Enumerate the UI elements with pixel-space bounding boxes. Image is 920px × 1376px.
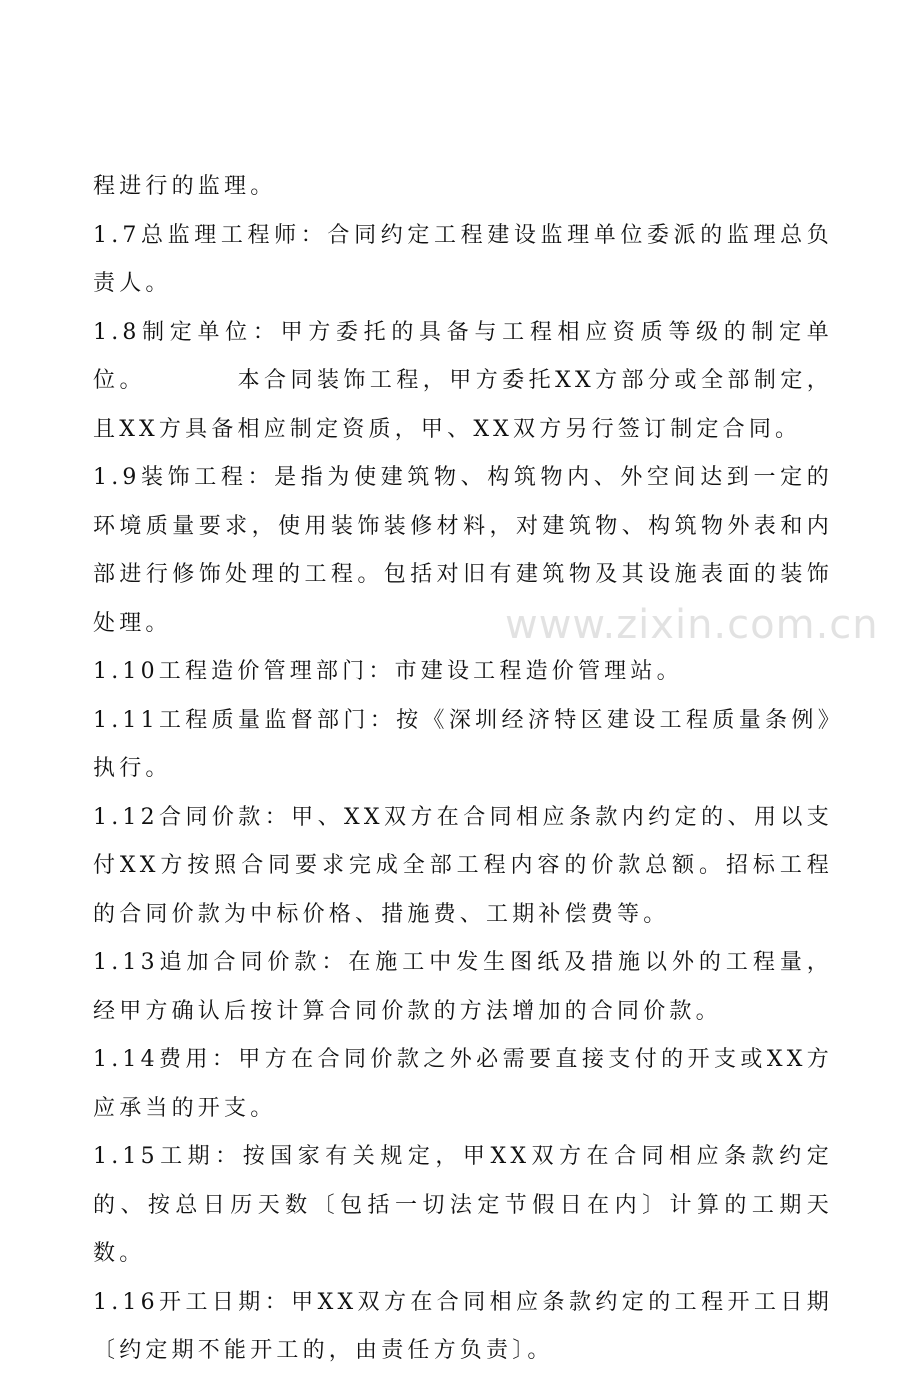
paragraph-1-16: 1.16开工日期：甲XX双方在合同相应条款约定的工程开工日期〔约定期不能开工的，由责任方负责〕。 — [93, 1289, 833, 1363]
paragraph-1-10: 1.10工程造价管理部门：市建设工程造价管理站。 — [93, 659, 683, 684]
paragraph-1-11: 1.11工程质量监督部门：按《深圳经济特区建设工程质量条例》执行。 — [93, 707, 833, 781]
paragraph-1-13: 1.13追加合同价款：在施工中发生图纸及措施以外的工程量，经甲方确认后按计算合同价款的方法增加的合同价款。 — [93, 950, 833, 1024]
paragraph-1-15: 1.15工期：按国家有关规定，甲XX双方在合同相应条款约定的、按总日历天数〔包括一切法定节假日在内〕计算的工期天数。 — [93, 1144, 833, 1266]
paragraph-1-14: 1.14费用：甲方在合同价款之外必需要直接支付的开支或XX方应承当的开支。 — [93, 1047, 833, 1121]
paragraph-1-8: 1.8制定单位：甲方委托的具备与工程相应资质等级的制定单位。 本合同装饰工程，甲方委托XX方部分或全部制定，且XX方具备相应制定资质，甲、XX双方另行签订制定合同。 — [93, 319, 833, 442]
watermark: www.zixin.com.cn — [505, 602, 879, 648]
document-body — [93, 163, 833, 1376]
paragraph-1-7: 1.7总监理工程师：合同约定工程建设监理单位委派的监理总负责人。 — [93, 222, 833, 296]
paragraph-1-12: 1.12合同价款：甲、XX双方在合同相应条款内约定的、用以支付XX方按照合同要求完成全部工程内容的价款总额。招标工程的合同价款为中标价格、措施费、工期补偿费等。 — [93, 804, 833, 927]
paragraph-continuation: 程进行的监理。 — [93, 174, 277, 199]
paragraph-1-9: 1.9装饰工程：是指为使建筑物、构筑物内、外空间达到一定的环境质量要求，使用装饰装修材料，对建筑物、构筑物外表和内部进行修饰处理的工程。包括对旧有建筑物及其设施表面的装饰处理。 — [93, 465, 833, 636]
